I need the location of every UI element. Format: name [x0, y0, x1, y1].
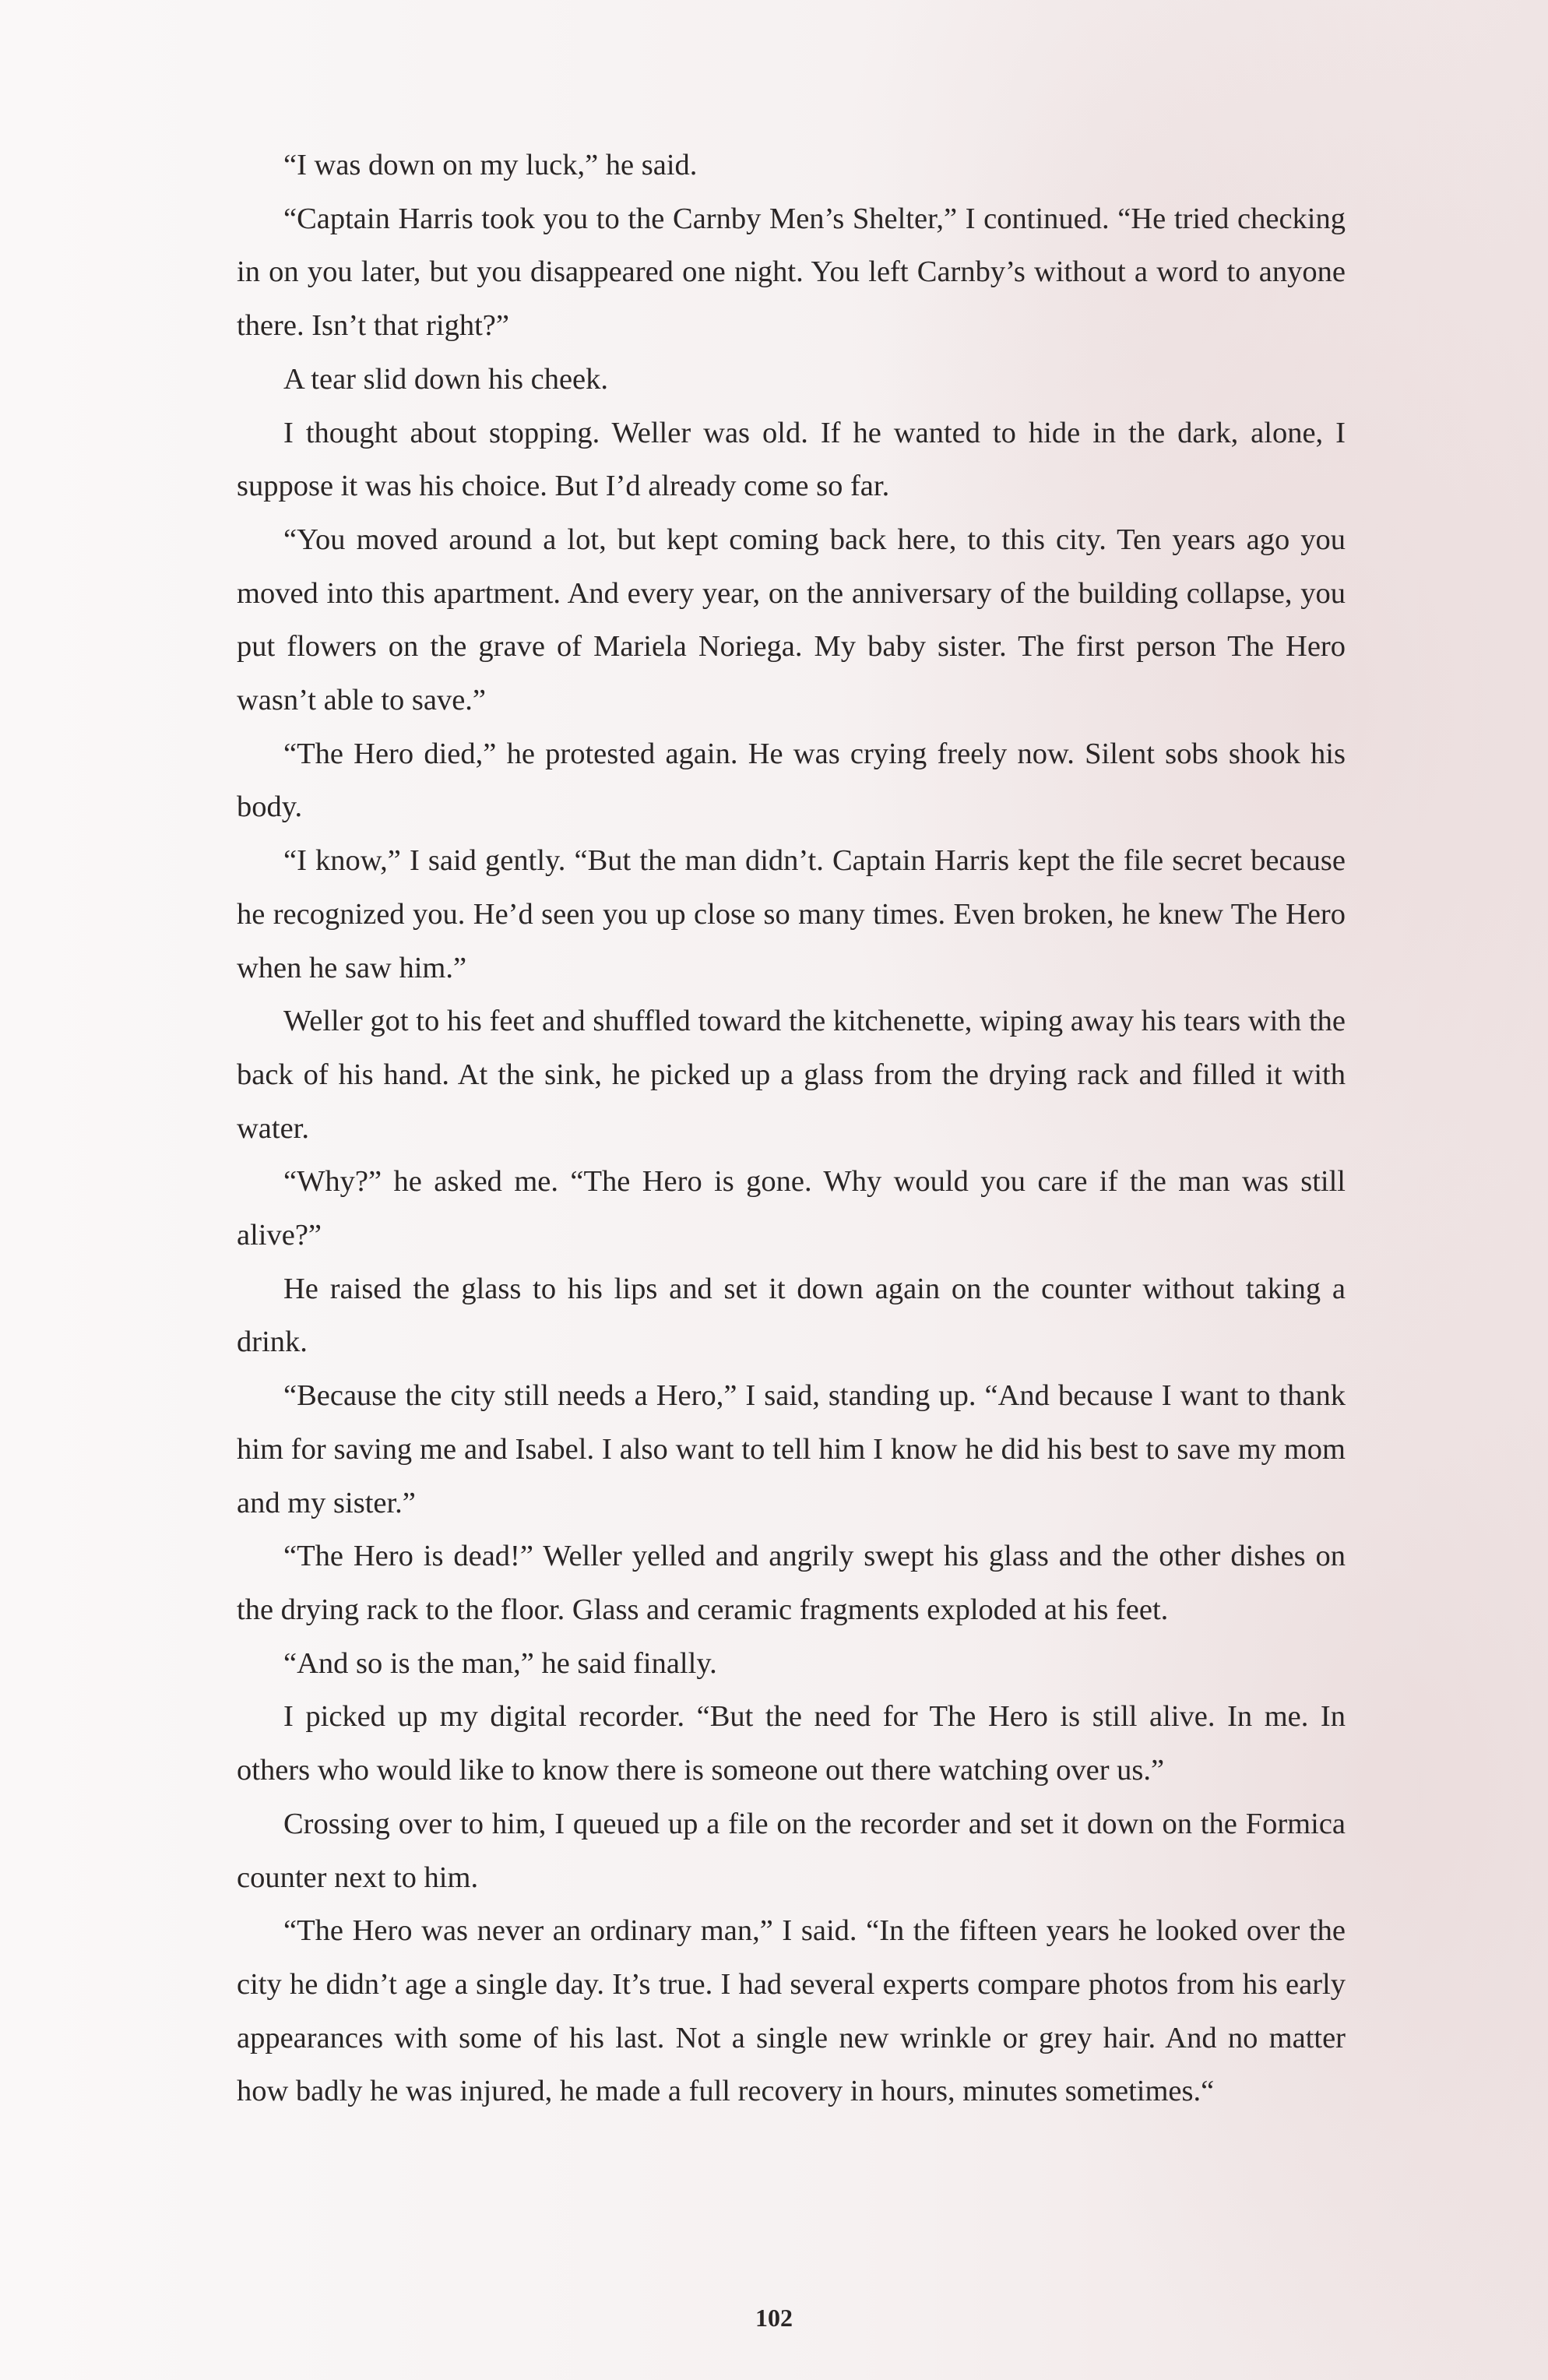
paragraph: He raised the glass to his lips and set it down again on the counter without taking a drink.	[237, 1272, 1346, 1359]
paragraph: “You moved around a lot, but kept coming back here, to this city. Ten years ago you moved into this apartment. And every year, on the anniversary of the building collapse, you put flowers on the grave of Mariela Noriega. My baby sister. The first person The Hero wasn’t able to save.”	[237, 523, 1346, 717]
paragraph: “The Hero is dead!” Weller yelled and angrily swept his glass and the other dishes on the drying rack to the floor. Glass and ceramic fragments exploded at his feet.	[237, 1540, 1346, 1626]
paragraph: “The Hero was never an ordinary man,” I said. “In the fifteen years he looked over the city he didn’t age a single day. It’s true. I had several experts compare photos from his early appearances with some of his last. Not a single new wrinkle or grey hair. And no matter how badly he was injured, he made a full recovery in hours, minutes sometimes.“	[237, 1914, 1346, 2108]
paragraph: I thought about stopping. Weller was old. If he wanted to hide in the dark, alone, I suppose it was his choice. But I’d already come so far.	[237, 416, 1346, 503]
paragraph: A tear slid down his cheek.	[283, 362, 608, 396]
paragraph: “Because the city still needs a Hero,” I said, standing up. “And because I want to thank him for saving me and Isabel. I also want to tell him I know he did his best to save my mom and my sister.”	[237, 1379, 1346, 1519]
paragraph: “Why?” he asked me. “The Hero is gone. Why would you care if the man was still alive?”	[237, 1165, 1346, 1252]
paragraph: Weller got to his feet and shuffled toward the kitchenette, wiping away his tears with the back of his hand. At the sink, he picked up a glass from the drying rack and filled it with water.	[237, 1005, 1346, 1145]
paragraph: “I know,” I said gently. “But the man didn’t. Captain Harris kept the file secret because he recognized you. He’d seen you up close so many times. Even broken, he knew The Hero when he saw him.”	[237, 844, 1346, 984]
page-number: 102	[755, 2304, 793, 2332]
paragraph: Crossing over to him, I queued up a file on the recorder and set it down on the Formica counter next to him.	[237, 1807, 1346, 1894]
paragraph: “Captain Harris took you to the Carnby Men’s Shelter,” I continued. “He tried checking in on you later, but you disappeared one night. You left Carnby’s without a word to anyone there. Isn’t that right?”	[237, 202, 1346, 343]
paragraph: “The Hero died,” he protested again. He was crying freely now. Silent sobs shook his body.	[237, 737, 1346, 824]
paragraph: “I was down on my luck,” he said.	[283, 149, 698, 181]
paragraph: I picked up my digital recorder. “But the need for The Hero is still alive. In me. In others who would like to know there is someone out there watching over us.”	[237, 1700, 1346, 1787]
paragraph: “And so is the man,” he said finally.	[283, 1646, 717, 1680]
body-text	[237, 139, 1346, 2118]
